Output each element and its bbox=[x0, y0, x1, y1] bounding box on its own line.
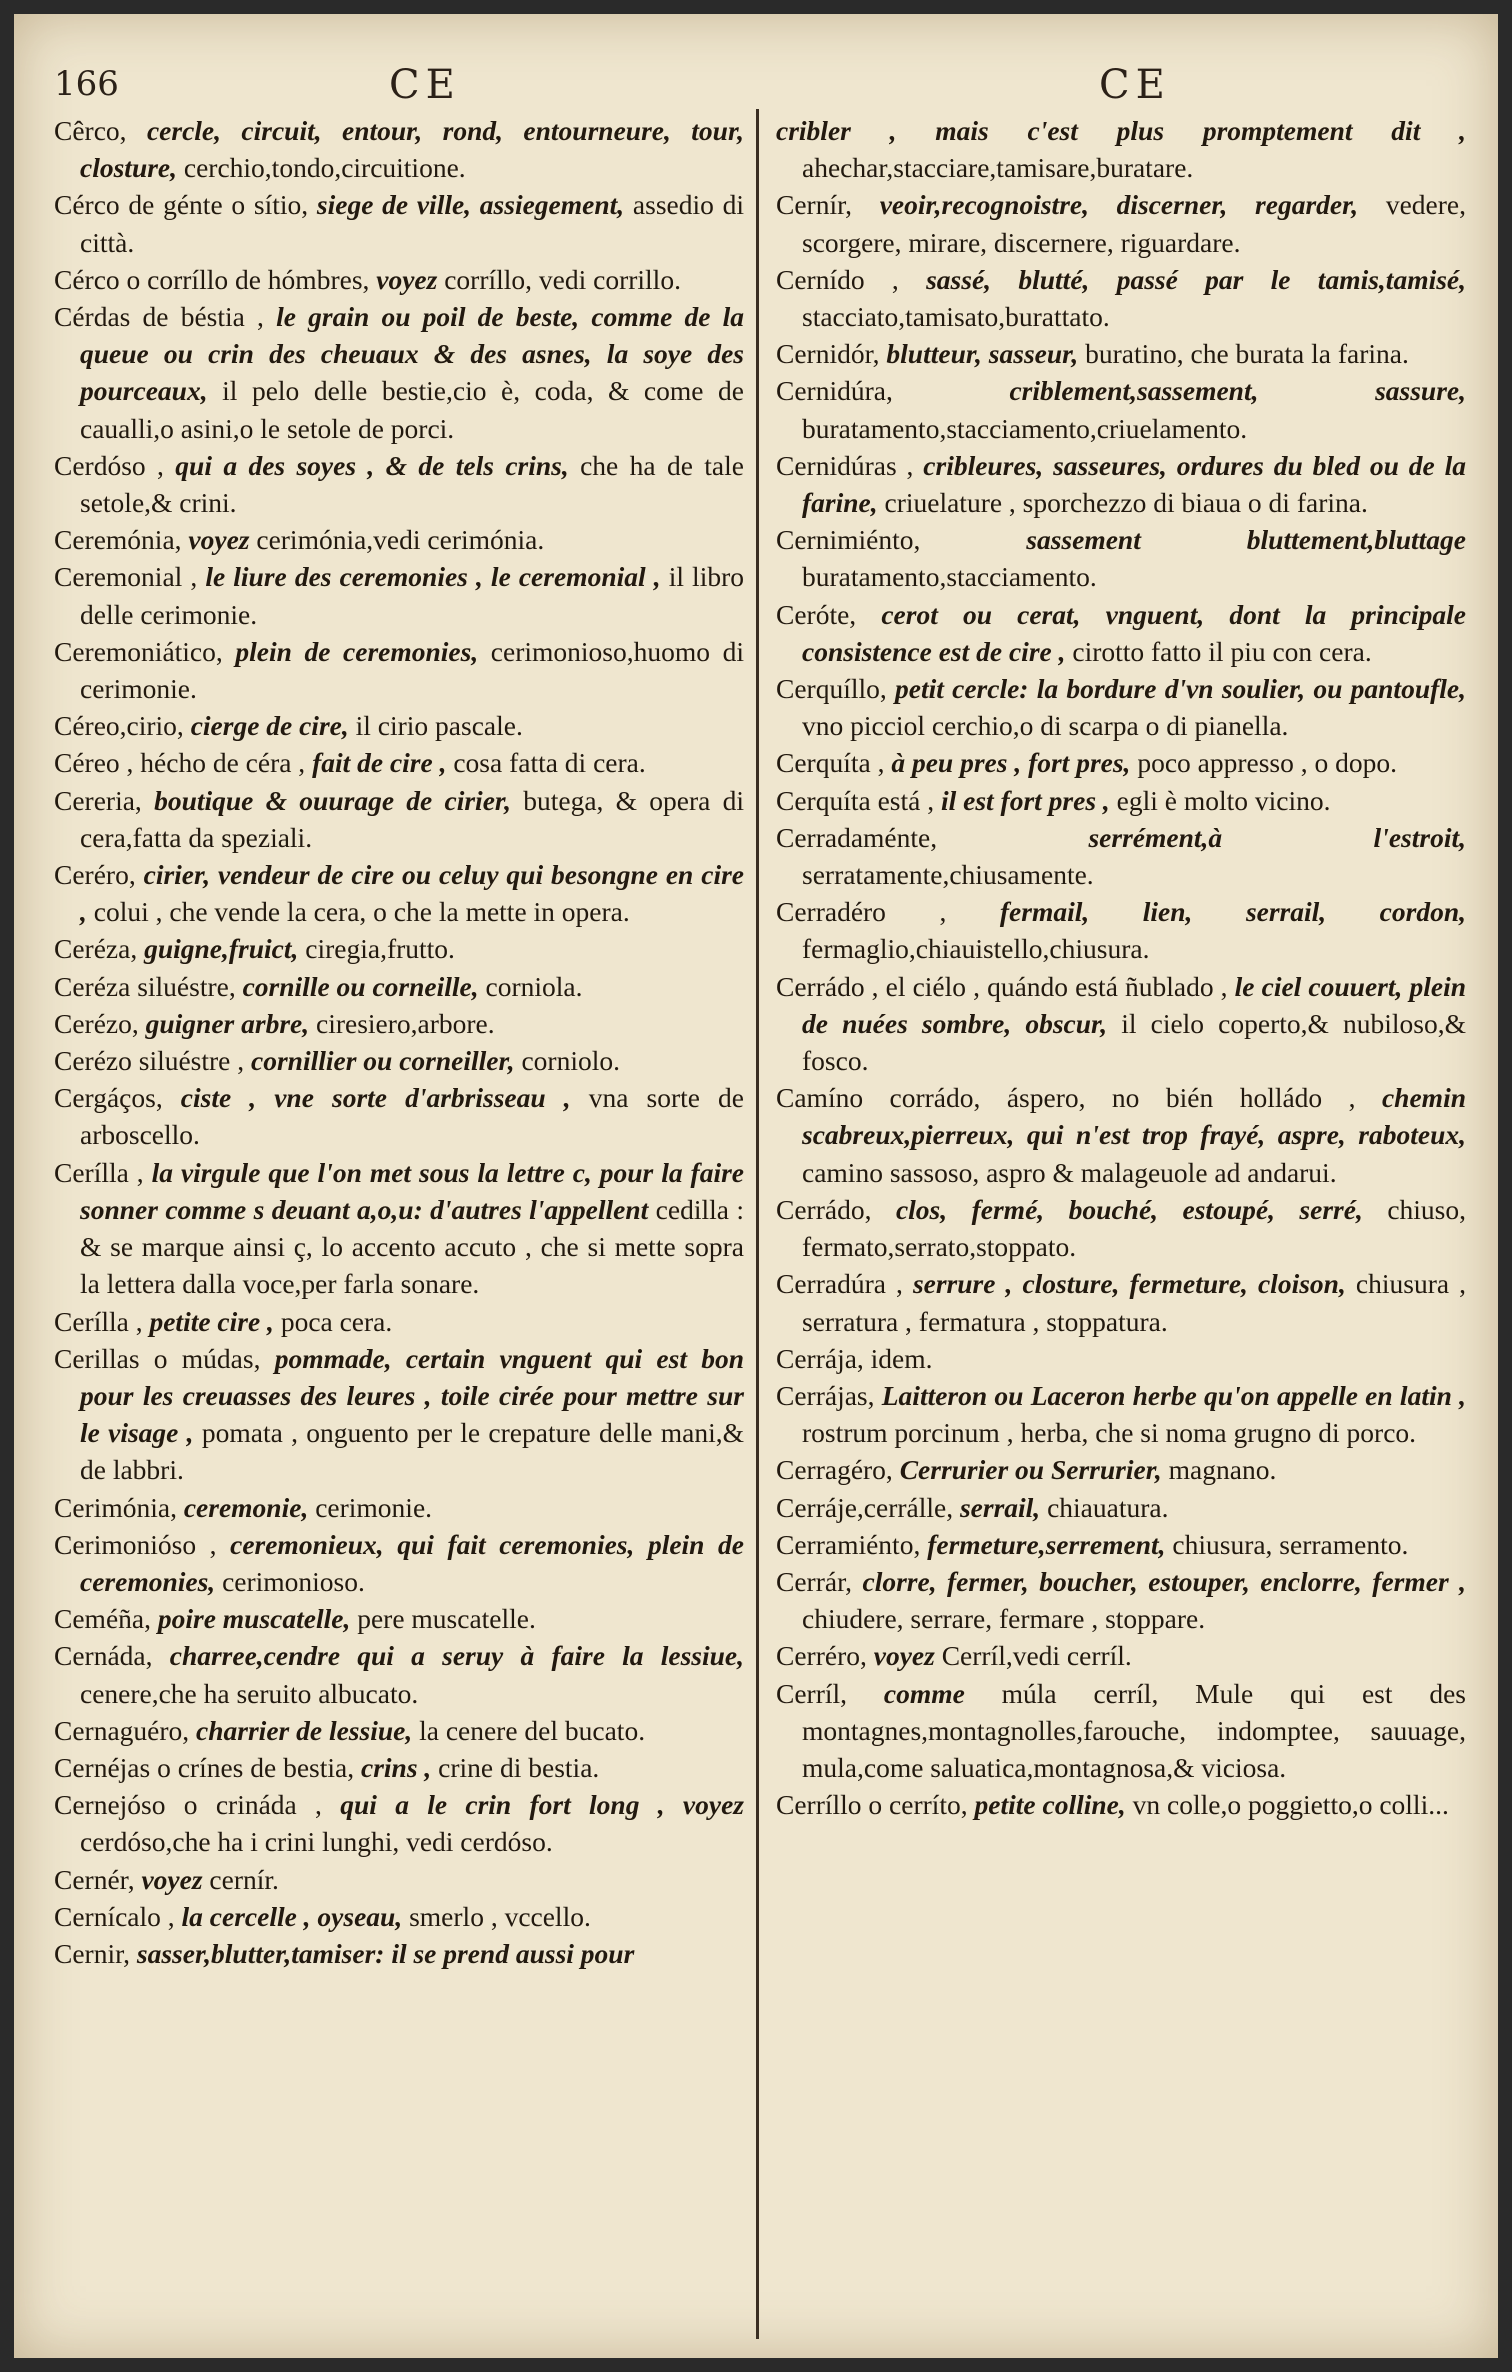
entry-french-gloss: fermail, lien, serrail, cordon, bbox=[999, 896, 1467, 928]
dictionary-entry bbox=[776, 744, 1466, 781]
dictionary-page bbox=[14, 14, 1498, 2358]
entry-headword: Cerradaménte, bbox=[776, 821, 938, 853]
entry-headword: Cerrár, bbox=[776, 1565, 853, 1597]
dictionary-entry bbox=[54, 633, 744, 707]
dictionary-entry bbox=[776, 1079, 1466, 1191]
entry-headword: Cerquíta está , bbox=[776, 784, 935, 816]
entry-italian-gloss: criuelature , sporchezzo di biaua o di farina. bbox=[877, 487, 1368, 519]
dictionary-entry bbox=[54, 261, 744, 298]
entry-french-gloss: ceremonie, bbox=[183, 1491, 309, 1523]
entry-italian-gloss: pere muscatelle. bbox=[350, 1603, 536, 1635]
dictionary-entry bbox=[54, 112, 744, 186]
entry-french-gloss: ciste , vne sorte d'arbrisseau , bbox=[180, 1082, 571, 1114]
entry-headword: Cereria, bbox=[54, 784, 142, 816]
dictionary-entry bbox=[54, 1489, 744, 1526]
entry-french-gloss: sassé, blutté, passé par le tamis,tamisé, bbox=[926, 263, 1467, 295]
dictionary-entry bbox=[54, 1786, 744, 1860]
entry-headword: Cérco de génte o sítio, bbox=[54, 189, 309, 221]
entry-french-gloss: voyez bbox=[376, 263, 438, 295]
entry-headword: Cernidúra, bbox=[776, 375, 893, 407]
entry-headword: Cerráje,cerrálle, bbox=[776, 1491, 954, 1523]
entry-italian-gloss: colui , che vende la cera, o che la mette in opera. bbox=[86, 896, 630, 928]
entry-french-gloss: le grain ou poil de beste, comme de la queue ou crin des cheuaux & des asnes, la soye des pourceaux, bbox=[80, 301, 745, 407]
entry-italian-gloss: assedio di città. bbox=[80, 189, 745, 258]
entry-french-gloss: serrément,à l'estroit, bbox=[1088, 821, 1466, 853]
entry-french-gloss: cornillier ou corneiller, bbox=[251, 1045, 515, 1077]
dictionary-entry bbox=[54, 1303, 744, 1340]
entry-italian-gloss: camino sassoso, aspro & malageuole ad andarui. bbox=[802, 1156, 1337, 1188]
entry-headword: Cerrája, bbox=[776, 1342, 864, 1374]
entry-headword: Cerílla , bbox=[54, 1305, 143, 1337]
entry-french-gloss: qui a le crin fort long , voyez bbox=[340, 1789, 744, 1821]
dictionary-entry bbox=[54, 1079, 744, 1153]
dictionary-entry bbox=[776, 670, 1466, 744]
entry-italian-gloss: cirotto fatto il piu con cera. bbox=[1065, 635, 1372, 667]
dictionary-entry bbox=[54, 1600, 744, 1637]
entry-italian-gloss: il pelo delle bestie,cio è, coda, & come de caualli,o asini,o le setole de porci. bbox=[80, 375, 744, 444]
dictionary-entry bbox=[776, 1526, 1466, 1563]
entry-headword: Ceremoniático, bbox=[54, 635, 223, 667]
entry-headword: Cérdas de béstia , bbox=[54, 301, 264, 333]
entry-headword: Cernícalo , bbox=[54, 1900, 175, 1932]
entry-french-gloss: cirier, vendeur de cire ou celuy qui besongne en cire , bbox=[80, 859, 745, 928]
entry-headword: Cernidór, bbox=[776, 338, 880, 370]
entry-french-gloss: charree,cendre qui a seruy à faire la lessiue, bbox=[169, 1640, 745, 1672]
dictionary-entry bbox=[776, 1377, 1466, 1451]
entry-french-gloss: cornille ou corneille, bbox=[242, 970, 479, 1002]
entry-headword: Cernimiénto, bbox=[776, 524, 921, 556]
entry-french-gloss: la cercelle , oyseau, bbox=[181, 1900, 403, 1932]
entry-french-gloss: cribler , mais c'est plus promptement dit , bbox=[776, 115, 1466, 146]
entry-italian-gloss: corniola. bbox=[478, 970, 583, 1002]
entry-french-gloss: chemin scabreux,pierreux, qui n'est trop frayé, aspre, raboteux, bbox=[802, 1082, 1466, 1151]
entry-italian-gloss: stacciato,tamisato,burattato. bbox=[802, 301, 1110, 333]
running-head-left: CE bbox=[389, 62, 461, 108]
dictionary-entry bbox=[54, 744, 744, 781]
entry-headword: Cerézo siluéstre , bbox=[54, 1045, 245, 1077]
entry-italian-gloss: crine di bestia. bbox=[431, 1751, 600, 1783]
entry-french-gloss: criblement,sassement, sassure, bbox=[1009, 375, 1467, 407]
entry-headword: Cêrco, bbox=[54, 115, 127, 146]
entry-french-gloss: petite cire , bbox=[149, 1305, 274, 1337]
entry-italian-gloss: serratamente,chiusamente. bbox=[802, 859, 1094, 891]
entry-headword: Cerézo, bbox=[54, 1007, 139, 1039]
dictionary-entry bbox=[776, 1675, 1466, 1787]
entry-french-gloss: plein de ceremonies, bbox=[235, 635, 479, 667]
dictionary-entry bbox=[54, 707, 744, 744]
entry-french-gloss: Laitteron ou Laceron herbe qu'on appelle en latin , bbox=[881, 1379, 1467, 1411]
entry-headword: Cerrádo , el ciélo , quándo está ñublado , bbox=[776, 970, 1228, 1002]
entry-headword: Ceremónia, bbox=[54, 524, 182, 556]
dictionary-entry bbox=[776, 1265, 1466, 1339]
dictionary-entry bbox=[54, 298, 744, 447]
entry-italian-gloss: il cielo coperto,& nubiloso,& fosco. bbox=[802, 1007, 1466, 1077]
entry-italian-gloss: vno picciol cerchio,o di scarpa o di pianella. bbox=[802, 710, 1289, 742]
dictionary-entry bbox=[776, 261, 1466, 335]
entry-headword: Cergáços, bbox=[54, 1082, 163, 1114]
dictionary-entry bbox=[54, 186, 744, 260]
dictionary-entry bbox=[776, 596, 1466, 670]
dictionary-entry bbox=[776, 893, 1466, 967]
entry-french-gloss: serrail, bbox=[959, 1491, 1041, 1523]
entry-french-gloss: petit cercle: la bordure d'vn soulier, ou pantoufle, bbox=[895, 673, 1466, 705]
page-number: 166 bbox=[54, 64, 119, 104]
entry-headword: Cerquíta , bbox=[776, 747, 885, 779]
entry-headword: Cerréro, bbox=[776, 1640, 867, 1672]
entry-headword: Cerrájas, bbox=[776, 1379, 875, 1411]
entry-headword: Cerimónia, bbox=[54, 1491, 177, 1523]
entry-headword: Cerradéro , bbox=[776, 896, 947, 928]
entry-french-gloss: cercle, circuit, entour, rond, entourneure, tour, closture, bbox=[80, 115, 744, 184]
dictionary-entry bbox=[776, 335, 1466, 372]
entry-italian-gloss: smerlo , vccello. bbox=[402, 1900, 591, 1932]
entry-headword: Cernejóso o crináda , bbox=[54, 1789, 322, 1821]
entry-headword: Cérco o corríllo de hómbres, bbox=[54, 263, 370, 295]
entry-headword: Cerdóso , bbox=[54, 449, 164, 481]
entry-headword: Cerquíllo, bbox=[776, 673, 887, 705]
entry-headword: Cernír, bbox=[776, 189, 853, 221]
dictionary-entry bbox=[776, 447, 1466, 521]
entry-italian-gloss: il libro delle cerimonie. bbox=[80, 561, 744, 630]
entry-french-gloss: veoir,recognoistre, discerner, regarder, bbox=[879, 189, 1359, 221]
dictionary-entry bbox=[776, 968, 1466, 1080]
dictionary-entry bbox=[54, 1340, 744, 1489]
dictionary-entry bbox=[776, 1786, 1466, 1823]
dictionary-entry bbox=[54, 1861, 744, 1898]
dictionary-entry bbox=[776, 1451, 1466, 1488]
entry-french-gloss: comme bbox=[883, 1677, 965, 1709]
dictionary-entry bbox=[776, 521, 1466, 595]
entry-headword: Cernér, bbox=[54, 1863, 135, 1895]
entry-headword: Ceréza siluéstre, bbox=[54, 970, 236, 1002]
entry-italian-gloss: buratamento,stacciamento. bbox=[802, 561, 1097, 593]
entry-italian-gloss: vna sorte de arboscello. bbox=[80, 1082, 744, 1151]
entry-headword: Cernáda, bbox=[54, 1640, 153, 1672]
entry-italian-gloss: chiusura, serramento. bbox=[1165, 1528, 1409, 1560]
entry-italian-gloss: fermaglio,chiauistello,chiusura. bbox=[802, 933, 1150, 965]
entry-french-gloss: voyez bbox=[188, 524, 250, 556]
entry-headword: Cerradúra , bbox=[776, 1268, 903, 1300]
dictionary-entry bbox=[776, 1191, 1466, 1265]
entry-french-gloss: serrure , closture, fermeture, cloison, bbox=[912, 1268, 1346, 1300]
entry-italian-gloss: cernír. bbox=[202, 1863, 279, 1895]
entry-italian-gloss: poco appresso , o dopo. bbox=[1130, 747, 1397, 779]
entry-italian-gloss: idem. bbox=[870, 1342, 933, 1374]
dictionary-entry bbox=[776, 1563, 1466, 1637]
dictionary-entry bbox=[54, 1637, 744, 1711]
dictionary-entry bbox=[54, 1042, 744, 1079]
entry-italian-gloss: cerimonioso. bbox=[215, 1565, 365, 1597]
entry-french-gloss: le liure des ceremonies , le ceremonial , bbox=[205, 561, 661, 593]
entry-italian-gloss: ciresiero,arbore. bbox=[309, 1007, 495, 1039]
dictionary-entry bbox=[776, 112, 1466, 186]
entry-headword: Cerragéro, bbox=[776, 1454, 893, 1486]
entry-french-gloss: cerot ou cerat, vnguent, dont la principale consistence est de cire , bbox=[802, 598, 1467, 667]
entry-headword: Cerílla , bbox=[54, 1156, 144, 1188]
entry-headword: Cerrádo, bbox=[776, 1193, 872, 1225]
entry-french-gloss: poire muscatelle, bbox=[157, 1603, 351, 1635]
entry-italian-gloss: Cerríl,vedi cerríl. bbox=[934, 1640, 1132, 1672]
entry-italian-gloss: vedere, scorgere, mirare, discernere, riguardare. bbox=[802, 189, 1466, 258]
entry-headword: Ceméña, bbox=[54, 1603, 151, 1635]
entry-french-gloss: cribleures, sasseures, ordures du bled ou de la farine, bbox=[802, 449, 1466, 519]
dictionary-entry bbox=[776, 1637, 1466, 1674]
entry-headword: Ceremonial , bbox=[54, 561, 198, 593]
right-column bbox=[776, 112, 1466, 1823]
entry-italian-gloss: chiauatura. bbox=[1040, 1491, 1169, 1523]
dictionary-entry bbox=[54, 1154, 744, 1303]
entry-french-gloss: boutique & ouurage de cirier, bbox=[154, 784, 511, 816]
entry-french-gloss: la virgule que l'on met sous la lettre c, pour la faire sonner comme s deuant a,o,u: d'autres l'appellent bbox=[80, 1156, 745, 1225]
entry-italian-gloss: cosa fatta di cera. bbox=[446, 747, 646, 779]
dictionary-entry bbox=[54, 1526, 744, 1600]
entry-french-gloss: fait de cire , bbox=[312, 747, 447, 779]
entry-headword: Cerimonióso , bbox=[54, 1528, 217, 1560]
entry-french-gloss: voyez bbox=[873, 1640, 935, 1672]
entry-headword: Cernir, bbox=[54, 1937, 131, 1969]
entry-italian-gloss: poca cera. bbox=[273, 1305, 393, 1337]
dictionary-entry bbox=[54, 1005, 744, 1042]
entry-italian-gloss: pomata , onguento per le crepature delle mani,& de labbri. bbox=[80, 1417, 744, 1486]
entry-french-gloss: voyez bbox=[141, 1863, 203, 1895]
entry-italian-gloss: corríllo, vedi corrillo. bbox=[437, 263, 681, 295]
dictionary-entry bbox=[776, 1340, 1466, 1377]
dictionary-entry bbox=[776, 186, 1466, 260]
column-divider bbox=[756, 109, 759, 2339]
entry-italian-gloss: chiusura , serratura , fermatura , stoppatura. bbox=[802, 1268, 1466, 1337]
entry-italian-gloss: il cirio pascale. bbox=[348, 710, 523, 742]
entry-italian-gloss: cerimonie. bbox=[308, 1491, 433, 1523]
entry-headword: Cerramiénto, bbox=[776, 1528, 921, 1560]
entry-italian-gloss: cerimonioso,huomo di cerimonie. bbox=[80, 635, 744, 705]
entry-headword: Ceréza, bbox=[54, 933, 138, 965]
entry-italian-gloss: vn colle,o poggietto,o colli... bbox=[1125, 1789, 1449, 1821]
entry-italian-gloss: buratamento,stacciamento,criuelamento. bbox=[802, 412, 1248, 444]
entry-italian-gloss: múla cerríl, Mule qui est des montagnes,montagnolles,farouche, indomptee, sauuage, mula,come saluatica,montagnosa,& viciosa. bbox=[802, 1677, 1467, 1783]
dictionary-entry bbox=[776, 782, 1466, 819]
entry-french-gloss: il est fort pres , bbox=[940, 784, 1110, 816]
entry-french-gloss: sasser,blutter,tamiser: il se prend aussi pour bbox=[136, 1937, 635, 1969]
entry-headword: Cernído , bbox=[776, 263, 899, 295]
entry-headword: Ceróte, bbox=[776, 598, 857, 630]
running-head-right: CE bbox=[1099, 62, 1171, 108]
entry-french-gloss: ceremonieux, qui fait ceremonies, plein de ceremonies, bbox=[80, 1528, 745, 1597]
entry-headword: Cernaguéro, bbox=[54, 1714, 190, 1746]
entry-french-gloss: sassement bluttement,bluttage bbox=[1026, 524, 1467, 556]
entry-italian-gloss: ciregia,frutto. bbox=[298, 933, 455, 965]
entry-french-gloss: clos, fermé, bouché, estoupé, serré, bbox=[895, 1193, 1363, 1225]
entry-headword: Céreo , hécho de céra , bbox=[54, 747, 306, 779]
dictionary-entry bbox=[776, 372, 1466, 446]
entry-headword: Cerillas o múdas, bbox=[54, 1342, 261, 1374]
entry-italian-gloss: cerimónia,vedi cerimónia. bbox=[249, 524, 545, 556]
entry-french-gloss: guigner arbre, bbox=[145, 1007, 310, 1039]
entry-headword: Cerríllo o cerríto, bbox=[776, 1789, 968, 1821]
entry-italian-gloss: chiuso, fermato,serrato,stoppato. bbox=[802, 1193, 1466, 1263]
entry-french-gloss: Cerrurier ou Serrurier, bbox=[899, 1454, 1162, 1486]
entry-italian-gloss: buratino, che burata la farina. bbox=[1078, 338, 1409, 370]
entry-italian-gloss: corniolo. bbox=[514, 1045, 620, 1077]
dictionary-entry bbox=[54, 521, 744, 558]
dictionary-entry bbox=[54, 1712, 744, 1749]
dictionary-entry bbox=[54, 1749, 744, 1786]
dictionary-entry bbox=[54, 447, 744, 521]
dictionary-entry bbox=[776, 819, 1466, 893]
entry-french-gloss: crins , bbox=[360, 1751, 432, 1783]
entry-italian-gloss: butega, & opera di cera,fatta da speziali. bbox=[80, 784, 745, 853]
entry-french-gloss: fermeture,serrement, bbox=[927, 1528, 1166, 1560]
entry-french-gloss: le ciel couuert, plein de nuées sombre, obscur, bbox=[802, 970, 1466, 1039]
entry-italian-gloss: cerchio,tondo,circuitione. bbox=[177, 152, 466, 184]
dictionary-entry bbox=[54, 1935, 744, 1972]
dictionary-entry bbox=[54, 968, 744, 1005]
entry-french-gloss: siege de ville, assiegement, bbox=[316, 189, 625, 221]
entry-headword: Cerríl, bbox=[776, 1677, 848, 1709]
dictionary-entry bbox=[54, 782, 744, 856]
entry-headword: Cernidúras , bbox=[776, 449, 914, 481]
entry-headword: Ceréro, bbox=[54, 859, 136, 891]
dictionary-entry bbox=[54, 930, 744, 967]
entry-headword: Céreo,cirio, bbox=[54, 710, 184, 742]
entry-french-gloss: petite colline, bbox=[974, 1789, 1126, 1821]
entry-italian-gloss: ahechar,stacciare,tamisare,buratare. bbox=[802, 152, 1194, 184]
entry-french-gloss: guigne,fruict, bbox=[144, 933, 299, 965]
entry-french-gloss: charrier de lessiue, bbox=[196, 1714, 413, 1746]
entry-italian-gloss: egli è molto vicino. bbox=[1109, 784, 1331, 816]
left-column bbox=[54, 112, 744, 1972]
dictionary-entry bbox=[776, 1489, 1466, 1526]
entry-italian-gloss: rostrum porcinum , herba, che si noma grugno di porco. bbox=[802, 1417, 1417, 1449]
entry-french-gloss: clorre, fermer, boucher, estouper, enclorre, fermer , bbox=[862, 1565, 1467, 1597]
entry-french-gloss: cierge de cire, bbox=[190, 710, 349, 742]
entry-italian-gloss: cerdóso,che ha i crini lunghi, vedi cerdóso. bbox=[80, 1826, 553, 1858]
entry-italian-gloss: magnano. bbox=[1161, 1454, 1277, 1486]
entry-italian-gloss: cedilla : & se marque ainsi ç, lo accento accuto , che si mette sopra la lettera dalla voce,per farla sonare. bbox=[80, 1193, 744, 1300]
entry-italian-gloss: chiudere, serrare, fermare , stoppare. bbox=[802, 1603, 1206, 1635]
entry-italian-gloss: la cenere del bucato. bbox=[412, 1714, 646, 1746]
entry-french-gloss: pommade, certain vnguent qui est bon pour les creuasses des leures , toile cirée pour mettre sur le visage , bbox=[80, 1342, 745, 1449]
entry-french-gloss: qui a des soyes , & de tels crins, bbox=[175, 449, 569, 481]
entry-french-gloss: blutteur, sasseur, bbox=[886, 338, 1079, 370]
entry-headword: Camíno corrádo, áspero, no bién holládo , bbox=[776, 1082, 1356, 1114]
entry-headword: Cernéjas o crínes de bestia, bbox=[54, 1751, 355, 1783]
entry-french-gloss: à peu pres , fort pres, bbox=[891, 747, 1131, 779]
dictionary-entry bbox=[54, 856, 744, 930]
entry-italian-gloss: cenere,che ha seruito albucato. bbox=[80, 1677, 419, 1709]
dictionary-entry bbox=[54, 558, 744, 632]
entry-italian-gloss: che ha de tale setole,& crini. bbox=[80, 449, 744, 519]
dictionary-entry bbox=[54, 1898, 744, 1935]
